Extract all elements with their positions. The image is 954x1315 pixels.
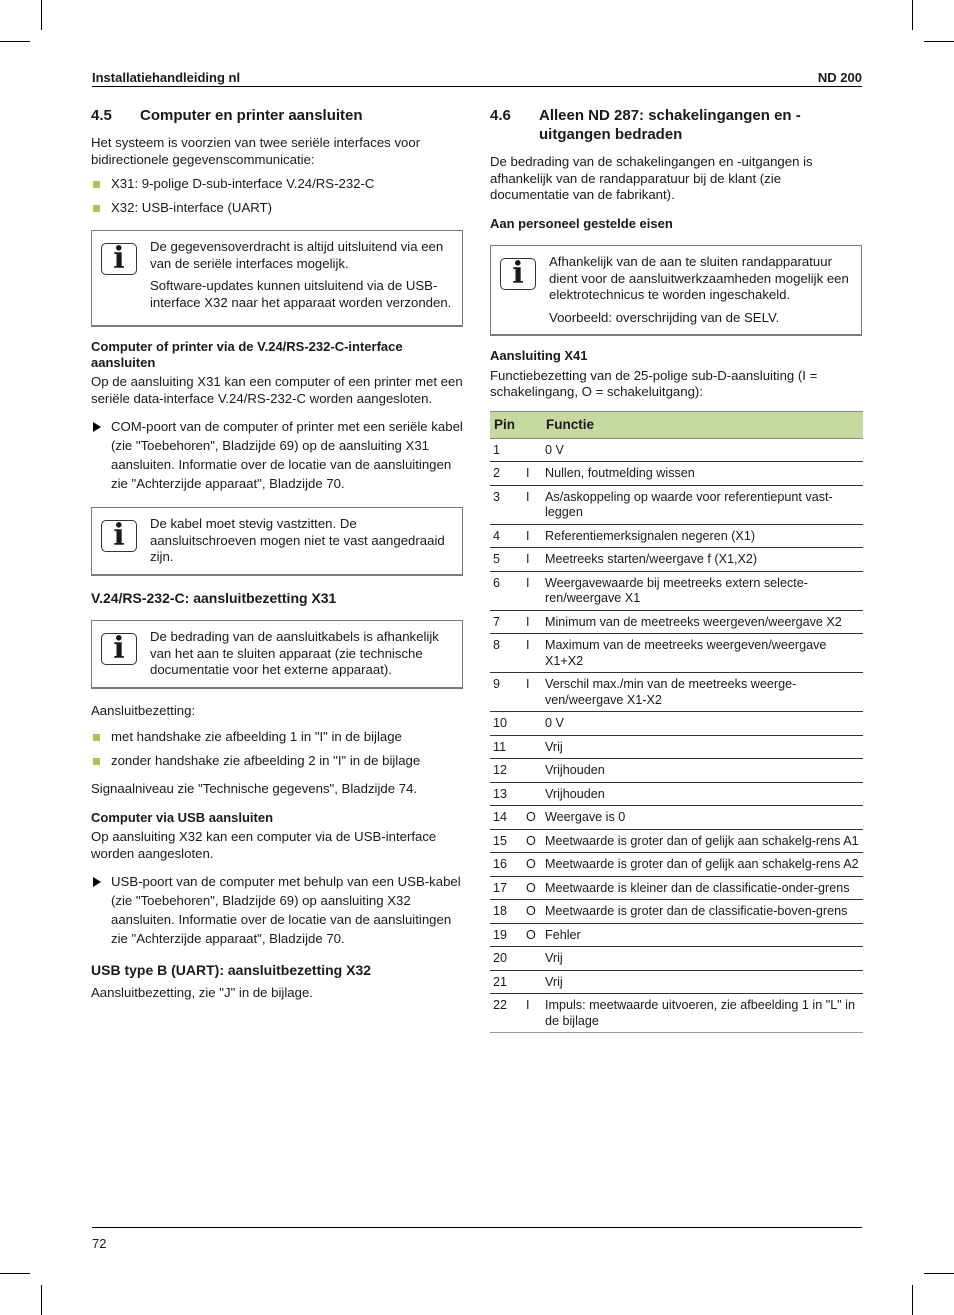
- table-body: [490, 438, 863, 1033]
- function-cell: Meetwaarde is groter dan of gelijk aan schakelg-rens A2: [542, 853, 863, 877]
- io-cell: [521, 438, 542, 462]
- crop-mark: [924, 1273, 954, 1274]
- paragraph: Aansluitbezetting:: [91, 702, 196, 718]
- paragraph: Signaalniveau zie "Technische gegevens", Bladzijde 74.: [91, 781, 418, 796]
- io-cell: I: [521, 548, 542, 572]
- function-cell: Vrijhouden: [542, 759, 863, 783]
- pin-cell: 7: [490, 610, 521, 634]
- section-heading: [490, 106, 862, 144]
- pin-cell: 6: [490, 571, 521, 610]
- function-cell: Referentiemerksignalen negeren (X1): [542, 524, 863, 548]
- pin-cell: 4: [490, 524, 521, 548]
- table-row: [490, 947, 863, 971]
- info-icon: i: [500, 258, 536, 290]
- paragraph: Op de aansluiting X31 kan een computer of een printer met een seriële data-interface V.24/RS-232-C worden aangesloten.: [91, 374, 463, 406]
- function-cell: Minimum van de meetreeks weergeven/weergave X2: [542, 610, 863, 634]
- crop-mark: [0, 1273, 30, 1274]
- section-title: Alleen ND 287: schakelingangen en -uitgangen bedraden: [539, 107, 801, 143]
- table-row: [490, 923, 863, 947]
- instruction-step: COM-poort van de computer of printer met een seriële kabel (zie "Toebehoren", Bladzijde 69) op de aansluiting X31 aansluiten. Informatie over de locatie van de aansluitingen zie "Achterzijde apparaat", Bladzijde 70.: [91, 417, 463, 493]
- io-cell: O: [521, 829, 542, 853]
- list-item: met handshake zie afbeelding 1 in "I" in de bijlage: [91, 729, 463, 746]
- function-cell: Verschil max./min van de meetreeks weerge-ven/weergave X1-X2: [542, 673, 863, 712]
- info-note: [91, 230, 463, 327]
- table-row: [490, 782, 863, 806]
- paragraph: De bedrading van de schakelingangen en -uitgangen is afhankelijk van de randapparatuur bij de klant (zie documentatie van de fabrikant).: [490, 154, 813, 202]
- table-row: [490, 548, 863, 572]
- section-heading: [91, 106, 463, 125]
- io-cell: O: [521, 923, 542, 947]
- function-cell: Nullen, foutmelding wissen: [542, 462, 863, 486]
- table-row: [490, 712, 863, 736]
- io-cell: I: [521, 673, 542, 712]
- info-note: [490, 245, 862, 336]
- right-column: [490, 106, 862, 1033]
- function-cell: 0 V: [542, 712, 863, 736]
- pin-cell: 14: [490, 806, 521, 830]
- table-row: [490, 759, 863, 783]
- page-header: [92, 68, 862, 87]
- note-text: Software-updates kunnen uitsluitend via de USB-interface X32 naar het apparaat worden verzonden.: [150, 278, 452, 310]
- function-cell: Maximum van de meetreeks weergeven/weergave X1+X2: [542, 634, 863, 673]
- paragraph: Aansluitbezetting, zie "J" in de bijlage.: [91, 984, 313, 1000]
- table-row: [490, 876, 863, 900]
- function-cell: Vrij: [542, 947, 863, 971]
- pin-cell: 22: [490, 994, 521, 1033]
- function-cell: As/askoppeling op waarde voor referentiepunt vast-leggen: [542, 485, 863, 524]
- io-cell: I: [521, 485, 542, 524]
- note-text: De bedrading van de aansluitkabels is afhankelijk van het aan te sluiten apparaat (zie technische documentatie voor het externe apparaat).: [150, 629, 439, 677]
- table-row: [490, 853, 863, 877]
- io-cell: O: [521, 900, 542, 924]
- function-cell: Fehler: [542, 923, 863, 947]
- pin-cell: 19: [490, 923, 521, 947]
- note-text: Afhankelijk van de aan te sluiten randapparatuur dient voor de aansluitwerkzaamheden mogelijk een elektrotechnicus te worden ingeschakeld.: [549, 254, 849, 302]
- pin-cell: 16: [490, 853, 521, 877]
- instruction-step: USB-poort van de computer met behulp van een USB-kabel (zie "Toebehoren", Bladzijde 69) op aansluiting X32 aansluiten. Informatie over de locatie van de aansluitingen zie "Achterzijde apparaat", Bladzijde 70.: [91, 872, 463, 948]
- io-cell: O: [521, 853, 542, 877]
- crop-mark: [0, 41, 30, 42]
- pin-cell: 21: [490, 970, 521, 994]
- function-cell: Meetwaarde is groter dan de classificatie-boven-grens: [542, 900, 863, 924]
- io-cell: O: [521, 876, 542, 900]
- table-row: [490, 970, 863, 994]
- io-cell: [521, 970, 542, 994]
- subheading: USB type B (UART): aansluitbezetting X32: [91, 962, 372, 978]
- table-row: [490, 735, 863, 759]
- pin-cell: 1: [490, 438, 521, 462]
- io-cell: [521, 782, 542, 806]
- table-header-pin: Pin: [490, 411, 542, 438]
- io-cell: [521, 712, 542, 736]
- bullet-list: [91, 729, 463, 769]
- section-number: 4.5: [91, 107, 112, 124]
- crop-mark: [924, 41, 954, 42]
- bullet-list: [91, 176, 463, 216]
- io-cell: [521, 735, 542, 759]
- subheading: Computer via USB aansluiten: [91, 809, 274, 825]
- info-note: [91, 507, 463, 576]
- function-cell: Meetwaarde is groter dan of gelijk aan schakelg-rens A1: [542, 829, 863, 853]
- table-row: [490, 673, 863, 712]
- io-cell: I: [521, 610, 542, 634]
- pin-cell: 17: [490, 876, 521, 900]
- pin-cell: 10: [490, 712, 521, 736]
- paragraph: Functiebezetting van de 25-polige sub-D-aansluiting (I = schakelingang, O = schakeluitgang):: [490, 367, 818, 399]
- io-cell: I: [521, 571, 542, 610]
- crop-mark: [41, 0, 42, 30]
- subheading: V.24/RS-232-C: aansluitbezetting X31: [91, 589, 337, 606]
- table-row: [490, 634, 863, 673]
- pin-cell: 2: [490, 462, 521, 486]
- crop-mark: [912, 1285, 913, 1315]
- info-icon: i: [101, 520, 137, 552]
- list-item: zonder handshake zie afbeelding 2 in "I" in de bijlage: [91, 753, 463, 770]
- io-cell: I: [521, 634, 542, 673]
- info-icon: i: [101, 243, 137, 275]
- io-cell: I: [521, 462, 542, 486]
- crop-mark: [41, 1285, 42, 1315]
- table-row: [490, 900, 863, 924]
- subheading: Computer of printer via de V.24/RS-232-C-interface aansluiten: [91, 339, 403, 370]
- table-row: [490, 829, 863, 853]
- table-header-function: Functie: [542, 411, 863, 438]
- function-cell: Vrij: [542, 735, 863, 759]
- io-cell: O: [521, 806, 542, 830]
- list-item: X32: USB-interface (UART): [91, 200, 463, 217]
- subheading: Aansluiting X41: [490, 348, 588, 363]
- pin-cell: 3: [490, 485, 521, 524]
- io-cell: [521, 759, 542, 783]
- function-cell: Vrijhouden: [542, 782, 863, 806]
- function-cell: Impuls: meetwaarde uitvoeren, zie afbeelding 1 in "L" in de bijlage: [542, 994, 863, 1033]
- pin-cell: 9: [490, 673, 521, 712]
- note-text: De kabel moet stevig vastzitten. De aansluitschroeven mogen niet te vast aangedraaid zijn.: [150, 516, 445, 564]
- info-icon: i: [101, 633, 137, 665]
- pin-cell: 15: [490, 829, 521, 853]
- subheading: Aan personeel gestelde eisen: [490, 215, 673, 231]
- pin-cell: 13: [490, 782, 521, 806]
- info-note: [91, 620, 463, 689]
- io-cell: I: [521, 994, 542, 1033]
- table-row: [490, 485, 863, 524]
- pin-cell: 11: [490, 735, 521, 759]
- function-cell: 0 V: [542, 438, 863, 462]
- page-number: 72: [92, 1236, 107, 1251]
- pin-table: [490, 411, 863, 1034]
- page-footer: [92, 1227, 862, 1253]
- left-column: [91, 106, 463, 1009]
- crop-mark: [912, 0, 913, 30]
- pin-cell: 5: [490, 548, 521, 572]
- header-title: Installatiehandleiding nl: [92, 70, 241, 85]
- io-cell: I: [521, 524, 542, 548]
- io-cell: [521, 947, 542, 971]
- note-text: Voorbeeld: overschrijding van de SELV.: [549, 309, 780, 325]
- function-cell: Meetreeks starten/weergave f (X1,X2): [542, 548, 863, 572]
- function-cell: Vrij: [542, 970, 863, 994]
- paragraph: Het systeem is voorzien van twee seriële interfaces voor bidirectionele gegevenscommunicatie:: [91, 135, 421, 167]
- section-title: Computer en printer aansluiten: [140, 107, 363, 124]
- paragraph: Op aansluiting X32 kan een computer via de USB-interface worden aangesloten.: [91, 829, 437, 861]
- function-cell: Weergave is 0: [542, 806, 863, 830]
- table-row: [490, 438, 863, 462]
- section-number: 4.6: [490, 107, 511, 124]
- table-row: [490, 994, 863, 1033]
- pin-cell: 20: [490, 947, 521, 971]
- header-product: ND 200: [817, 70, 862, 85]
- list-item: X31: 9-polige D-sub-interface V.24/RS-232-C: [91, 176, 463, 193]
- table-row: [490, 462, 863, 486]
- function-cell: Weergavewaarde bij meetreeks extern selecte-ren/weergave X1: [542, 571, 863, 610]
- note-text: De gegevensoverdracht is altijd uitsluitend via een van de seriële interfaces mogelijk.: [150, 239, 444, 271]
- table-row: [490, 571, 863, 610]
- pin-cell: 12: [490, 759, 521, 783]
- pin-cell: 18: [490, 900, 521, 924]
- pin-cell: 8: [490, 634, 521, 673]
- function-cell: Meetwaarde is kleiner dan de classificatie-onder-grens: [542, 876, 863, 900]
- table-row: [490, 524, 863, 548]
- table-row: [490, 806, 863, 830]
- table-row: [490, 610, 863, 634]
